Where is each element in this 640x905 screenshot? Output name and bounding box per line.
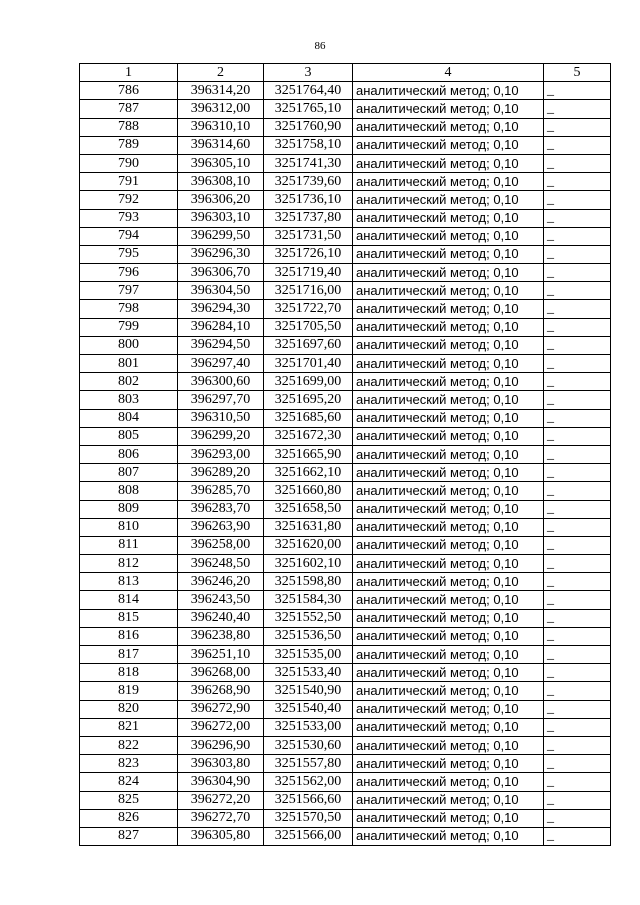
note-cell: _	[544, 227, 611, 245]
point-number-cell: 826	[80, 809, 178, 827]
note-cell: _	[544, 682, 611, 700]
x-coordinate-cell: 396238,80	[178, 627, 264, 645]
method-accuracy-cell: аналитический метод; 0,10	[353, 609, 544, 627]
method-accuracy-cell: аналитический метод; 0,10	[353, 227, 544, 245]
y-coordinate-cell: 3251764,40	[264, 82, 353, 100]
method-accuracy-cell: аналитический метод; 0,10	[353, 627, 544, 645]
x-coordinate-cell: 396294,30	[178, 300, 264, 318]
y-coordinate-cell: 3251719,40	[264, 264, 353, 282]
x-coordinate-cell: 396305,10	[178, 154, 264, 172]
point-number-cell: 811	[80, 536, 178, 554]
x-coordinate-cell: 396293,00	[178, 445, 264, 463]
note-cell: _	[544, 373, 611, 391]
point-number-cell: 827	[80, 827, 178, 845]
x-coordinate-cell: 396268,90	[178, 682, 264, 700]
note-cell: _	[544, 536, 611, 554]
table-row	[80, 136, 611, 154]
x-coordinate-cell: 396285,70	[178, 482, 264, 500]
x-coordinate-cell: 396306,20	[178, 191, 264, 209]
x-coordinate-cell: 396243,50	[178, 591, 264, 609]
y-coordinate-cell: 3251705,50	[264, 318, 353, 336]
method-accuracy-cell: аналитический метод; 0,10	[353, 427, 544, 445]
method-accuracy-cell: аналитический метод; 0,10	[353, 700, 544, 718]
y-coordinate-cell: 3251739,60	[264, 173, 353, 191]
note-cell: _	[544, 609, 611, 627]
point-number-cell: 818	[80, 664, 178, 682]
table-row	[80, 518, 611, 536]
method-accuracy-cell: аналитический метод; 0,10	[353, 409, 544, 427]
y-coordinate-cell: 3251536,50	[264, 627, 353, 645]
note-cell: _	[544, 718, 611, 736]
x-coordinate-cell: 396268,00	[178, 664, 264, 682]
point-number-cell: 793	[80, 209, 178, 227]
column-header: 1	[80, 64, 178, 82]
note-cell: _	[544, 482, 611, 500]
point-number-cell: 803	[80, 391, 178, 409]
note-cell: _	[544, 809, 611, 827]
note-cell: _	[544, 445, 611, 463]
method-accuracy-cell: аналитический метод; 0,10	[353, 555, 544, 573]
note-cell: _	[544, 245, 611, 263]
table-row	[80, 573, 611, 591]
note-cell: _	[544, 773, 611, 791]
table-row	[80, 336, 611, 354]
method-accuracy-cell: аналитический метод; 0,10	[353, 500, 544, 518]
table-row	[80, 100, 611, 118]
note-cell: _	[544, 409, 611, 427]
table-row	[80, 736, 611, 754]
y-coordinate-cell: 3251658,50	[264, 500, 353, 518]
y-coordinate-cell: 3251760,90	[264, 118, 353, 136]
y-coordinate-cell: 3251737,80	[264, 209, 353, 227]
method-accuracy-cell: аналитический метод; 0,10	[353, 264, 544, 282]
x-coordinate-cell: 396297,40	[178, 355, 264, 373]
method-accuracy-cell: аналитический метод; 0,10	[353, 791, 544, 809]
note-cell: _	[544, 555, 611, 573]
point-number-cell: 813	[80, 573, 178, 591]
y-coordinate-cell: 3251620,00	[264, 536, 353, 554]
point-number-cell: 801	[80, 355, 178, 373]
method-accuracy-cell: аналитический метод; 0,10	[353, 300, 544, 318]
y-coordinate-cell: 3251695,20	[264, 391, 353, 409]
table-row	[80, 209, 611, 227]
point-number-cell: 815	[80, 609, 178, 627]
y-coordinate-cell: 3251736,10	[264, 191, 353, 209]
method-accuracy-cell: аналитический метод; 0,10	[353, 209, 544, 227]
table-row	[80, 391, 611, 409]
table-row	[80, 300, 611, 318]
table-row	[80, 245, 611, 263]
method-accuracy-cell: аналитический метод; 0,10	[353, 827, 544, 845]
note-cell: _	[544, 191, 611, 209]
x-coordinate-cell: 396258,00	[178, 536, 264, 554]
point-number-cell: 795	[80, 245, 178, 263]
x-coordinate-cell: 396272,90	[178, 700, 264, 718]
method-accuracy-cell: аналитический метод; 0,10	[353, 809, 544, 827]
y-coordinate-cell: 3251731,50	[264, 227, 353, 245]
table-row	[80, 173, 611, 191]
y-coordinate-cell: 3251566,00	[264, 827, 353, 845]
y-coordinate-cell: 3251535,00	[264, 646, 353, 664]
note-cell: _	[544, 100, 611, 118]
table-row	[80, 118, 611, 136]
method-accuracy-cell: аналитический метод; 0,10	[353, 736, 544, 754]
point-number-cell: 806	[80, 445, 178, 463]
table-header-row	[80, 64, 611, 82]
method-accuracy-cell: аналитический метод; 0,10	[353, 154, 544, 172]
note-cell: _	[544, 282, 611, 300]
point-number-cell: 794	[80, 227, 178, 245]
method-accuracy-cell: аналитический метод; 0,10	[353, 773, 544, 791]
table-row	[80, 664, 611, 682]
point-number-cell: 792	[80, 191, 178, 209]
x-coordinate-cell: 396248,50	[178, 555, 264, 573]
point-number-cell: 796	[80, 264, 178, 282]
table-row	[80, 591, 611, 609]
y-coordinate-cell: 3251540,40	[264, 700, 353, 718]
table-row	[80, 682, 611, 700]
y-coordinate-cell: 3251598,80	[264, 573, 353, 591]
note-cell: _	[544, 627, 611, 645]
table-row	[80, 227, 611, 245]
y-coordinate-cell: 3251726,10	[264, 245, 353, 263]
y-coordinate-cell: 3251685,60	[264, 409, 353, 427]
y-coordinate-cell: 3251716,00	[264, 282, 353, 300]
table-row	[80, 646, 611, 664]
point-number-cell: 816	[80, 627, 178, 645]
method-accuracy-cell: аналитический метод; 0,10	[353, 118, 544, 136]
note-cell: _	[544, 591, 611, 609]
method-accuracy-cell: аналитический метод; 0,10	[353, 245, 544, 263]
point-number-cell: 810	[80, 518, 178, 536]
note-cell: _	[544, 427, 611, 445]
method-accuracy-cell: аналитический метод; 0,10	[353, 282, 544, 300]
x-coordinate-cell: 396304,50	[178, 282, 264, 300]
method-accuracy-cell: аналитический метод; 0,10	[353, 445, 544, 463]
method-accuracy-cell: аналитический метод; 0,10	[353, 536, 544, 554]
table-row	[80, 627, 611, 645]
column-header: 4	[353, 64, 544, 82]
note-cell: _	[544, 82, 611, 100]
x-coordinate-cell: 396303,10	[178, 209, 264, 227]
note-cell: _	[544, 700, 611, 718]
x-coordinate-cell: 396272,00	[178, 718, 264, 736]
point-number-cell: 789	[80, 136, 178, 154]
x-coordinate-cell: 396310,50	[178, 409, 264, 427]
y-coordinate-cell: 3251741,30	[264, 154, 353, 172]
note-cell: _	[544, 264, 611, 282]
y-coordinate-cell: 3251557,80	[264, 755, 353, 773]
x-coordinate-cell: 396310,10	[178, 118, 264, 136]
method-accuracy-cell: аналитический метод; 0,10	[353, 391, 544, 409]
x-coordinate-cell: 396308,10	[178, 173, 264, 191]
x-coordinate-cell: 396263,90	[178, 518, 264, 536]
x-coordinate-cell: 396284,10	[178, 318, 264, 336]
x-coordinate-cell: 396299,50	[178, 227, 264, 245]
table-row	[80, 773, 611, 791]
x-coordinate-cell: 396314,20	[178, 82, 264, 100]
table-row	[80, 445, 611, 463]
method-accuracy-cell: аналитический метод; 0,10	[353, 591, 544, 609]
table-row	[80, 555, 611, 573]
table-row	[80, 700, 611, 718]
note-cell: _	[544, 209, 611, 227]
method-accuracy-cell: аналитический метод; 0,10	[353, 664, 544, 682]
point-number-cell: 791	[80, 173, 178, 191]
point-number-cell: 807	[80, 464, 178, 482]
y-coordinate-cell: 3251758,10	[264, 136, 353, 154]
method-accuracy-cell: аналитический метод; 0,10	[353, 373, 544, 391]
y-coordinate-cell: 3251697,60	[264, 336, 353, 354]
point-number-cell: 820	[80, 700, 178, 718]
note-cell: _	[544, 500, 611, 518]
point-number-cell: 822	[80, 736, 178, 754]
table-row	[80, 355, 611, 373]
point-number-cell: 814	[80, 591, 178, 609]
y-coordinate-cell: 3251722,70	[264, 300, 353, 318]
x-coordinate-cell: 396297,70	[178, 391, 264, 409]
point-number-cell: 790	[80, 154, 178, 172]
y-coordinate-cell: 3251552,50	[264, 609, 353, 627]
x-coordinate-cell: 396312,00	[178, 100, 264, 118]
note-cell: _	[544, 173, 611, 191]
x-coordinate-cell: 396305,80	[178, 827, 264, 845]
note-cell: _	[544, 664, 611, 682]
column-header: 5	[544, 64, 611, 82]
table-row	[80, 827, 611, 845]
point-number-cell: 821	[80, 718, 178, 736]
point-number-cell: 799	[80, 318, 178, 336]
x-coordinate-cell: 396272,70	[178, 809, 264, 827]
table-row	[80, 791, 611, 809]
note-cell: _	[544, 336, 611, 354]
point-number-cell: 808	[80, 482, 178, 500]
y-coordinate-cell: 3251570,50	[264, 809, 353, 827]
method-accuracy-cell: аналитический метод; 0,10	[353, 355, 544, 373]
point-number-cell: 812	[80, 555, 178, 573]
note-cell: _	[544, 791, 611, 809]
point-number-cell: 824	[80, 773, 178, 791]
table-row	[80, 154, 611, 172]
y-coordinate-cell: 3251562,00	[264, 773, 353, 791]
x-coordinate-cell: 396303,80	[178, 755, 264, 773]
y-coordinate-cell: 3251701,40	[264, 355, 353, 373]
method-accuracy-cell: аналитический метод; 0,10	[353, 646, 544, 664]
note-cell: _	[544, 646, 611, 664]
x-coordinate-cell: 396296,90	[178, 736, 264, 754]
table-row	[80, 718, 611, 736]
y-coordinate-cell: 3251662,10	[264, 464, 353, 482]
note-cell: _	[544, 318, 611, 336]
y-coordinate-cell: 3251699,00	[264, 373, 353, 391]
y-coordinate-cell: 3251540,90	[264, 682, 353, 700]
x-coordinate-cell: 396240,40	[178, 609, 264, 627]
x-coordinate-cell: 396283,70	[178, 500, 264, 518]
note-cell: _	[544, 518, 611, 536]
note-cell: _	[544, 464, 611, 482]
y-coordinate-cell: 3251672,30	[264, 427, 353, 445]
point-number-cell: 804	[80, 409, 178, 427]
point-number-cell: 787	[80, 100, 178, 118]
point-number-cell: 797	[80, 282, 178, 300]
table-row	[80, 373, 611, 391]
point-number-cell: 786	[80, 82, 178, 100]
x-coordinate-cell: 396272,20	[178, 791, 264, 809]
method-accuracy-cell: аналитический метод; 0,10	[353, 518, 544, 536]
table-row	[80, 427, 611, 445]
point-number-cell: 817	[80, 646, 178, 664]
y-coordinate-cell: 3251660,80	[264, 482, 353, 500]
page-number: 86	[314, 40, 326, 52]
point-number-cell: 800	[80, 336, 178, 354]
method-accuracy-cell: аналитический метод; 0,10	[353, 682, 544, 700]
method-accuracy-cell: аналитический метод; 0,10	[353, 336, 544, 354]
note-cell: _	[544, 136, 611, 154]
point-number-cell: 809	[80, 500, 178, 518]
note-cell: _	[544, 391, 611, 409]
note-cell: _	[544, 300, 611, 318]
y-coordinate-cell: 3251533,00	[264, 718, 353, 736]
x-coordinate-cell: 396289,20	[178, 464, 264, 482]
y-coordinate-cell: 3251765,10	[264, 100, 353, 118]
x-coordinate-cell: 396314,60	[178, 136, 264, 154]
method-accuracy-cell: аналитический метод; 0,10	[353, 318, 544, 336]
column-header: 3	[264, 64, 353, 82]
note-cell: _	[544, 755, 611, 773]
point-number-cell: 825	[80, 791, 178, 809]
table-row	[80, 191, 611, 209]
method-accuracy-cell: аналитический метод; 0,10	[353, 82, 544, 100]
method-accuracy-cell: аналитический метод; 0,10	[353, 173, 544, 191]
x-coordinate-cell: 396294,50	[178, 336, 264, 354]
y-coordinate-cell: 3251533,40	[264, 664, 353, 682]
table-row	[80, 82, 611, 100]
point-number-cell: 788	[80, 118, 178, 136]
x-coordinate-cell: 396246,20	[178, 573, 264, 591]
y-coordinate-cell: 3251602,10	[264, 555, 353, 573]
x-coordinate-cell: 396251,10	[178, 646, 264, 664]
note-cell: _	[544, 118, 611, 136]
point-number-cell: 819	[80, 682, 178, 700]
table-row	[80, 755, 611, 773]
y-coordinate-cell: 3251530,60	[264, 736, 353, 754]
point-number-cell: 823	[80, 755, 178, 773]
method-accuracy-cell: аналитический метод; 0,10	[353, 464, 544, 482]
method-accuracy-cell: аналитический метод; 0,10	[353, 755, 544, 773]
method-accuracy-cell: аналитический метод; 0,10	[353, 136, 544, 154]
point-number-cell: 805	[80, 427, 178, 445]
table-row	[80, 500, 611, 518]
note-cell: _	[544, 736, 611, 754]
y-coordinate-cell: 3251566,60	[264, 791, 353, 809]
note-cell: _	[544, 154, 611, 172]
note-cell: _	[544, 355, 611, 373]
coordinates-table	[79, 63, 611, 846]
table-row	[80, 282, 611, 300]
method-accuracy-cell: аналитический метод; 0,10	[353, 482, 544, 500]
table-row	[80, 482, 611, 500]
table-row	[80, 464, 611, 482]
x-coordinate-cell: 396300,60	[178, 373, 264, 391]
note-cell: _	[544, 827, 611, 845]
column-header: 2	[178, 64, 264, 82]
x-coordinate-cell: 396299,20	[178, 427, 264, 445]
method-accuracy-cell: аналитический метод; 0,10	[353, 718, 544, 736]
table-row	[80, 536, 611, 554]
point-number-cell: 802	[80, 373, 178, 391]
table-row	[80, 409, 611, 427]
table-row	[80, 609, 611, 627]
table-row	[80, 809, 611, 827]
method-accuracy-cell: аналитический метод; 0,10	[353, 100, 544, 118]
x-coordinate-cell: 396304,90	[178, 773, 264, 791]
method-accuracy-cell: аналитический метод; 0,10	[353, 191, 544, 209]
table-row	[80, 318, 611, 336]
y-coordinate-cell: 3251631,80	[264, 518, 353, 536]
method-accuracy-cell: аналитический метод; 0,10	[353, 573, 544, 591]
x-coordinate-cell: 396306,70	[178, 264, 264, 282]
point-number-cell: 798	[80, 300, 178, 318]
note-cell: _	[544, 573, 611, 591]
y-coordinate-cell: 3251665,90	[264, 445, 353, 463]
x-coordinate-cell: 396296,30	[178, 245, 264, 263]
table-row	[80, 264, 611, 282]
y-coordinate-cell: 3251584,30	[264, 591, 353, 609]
